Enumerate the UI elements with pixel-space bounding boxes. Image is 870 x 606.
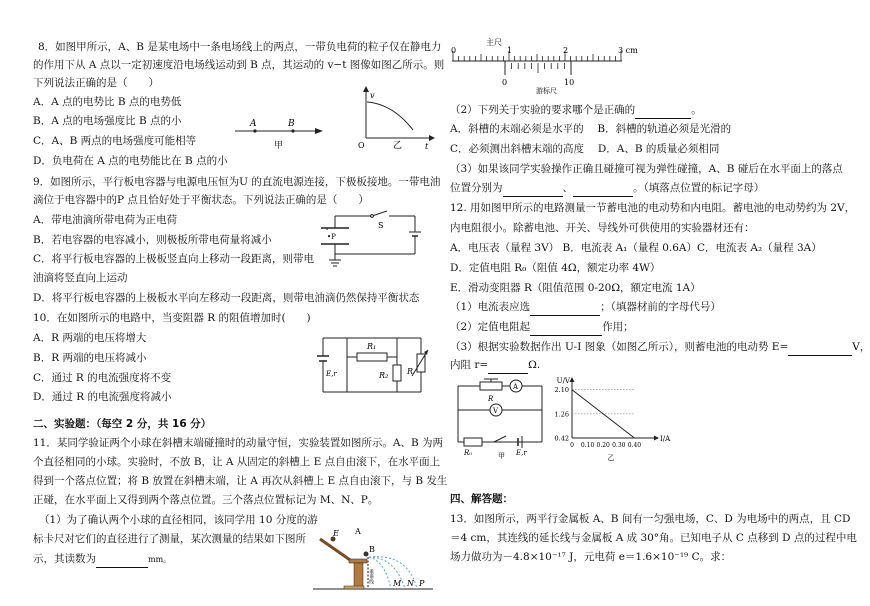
q11-3-line-1: （3）如果该同学实验操作正确且碰撞可视为弹性碰撞，A、B 碰后在水平面上的落点 [450,163,843,175]
q8-line-3: 下列说法正确的是（ ） [33,77,159,89]
q11-3-prefix: 位置分别为 [450,182,503,194]
q11-3-line-2 [450,181,764,197]
q12-sub-2-suffix: 作用； [602,321,634,333]
q11-2-prefix: （2）下列关于实验的要求哪个是正确的 [450,104,636,116]
chart-x-tick-label: 0.10 [580,442,595,449]
q13-line-2: ＝4 cm，其连线的延长线与金属板 A 成 30°角。已知电子从 C 点移到 D 点的过程中电 [450,532,857,544]
q10-r1-label: R₁ [367,342,377,351]
q13-line-3: 场力做功为－4.8×10⁻¹⁷ J，元电荷 e＝1.6×10⁻¹⁹ C。求： [450,551,732,563]
q10-r2-label: R₂ [379,371,389,380]
q11-reading-unit: mm。 [148,555,172,564]
q8-t-label: t [425,142,429,151]
q12-sub-1-blank[interactable] [530,300,600,316]
chart-y-label: U/V [556,377,570,385]
q12-sub-3 [450,340,870,356]
q9-point-p-label: •P [327,233,336,241]
caliper-tick-2: 2 [563,46,569,55]
caliper-vernier-scale [505,63,571,73]
q8-option-b[interactable]: B．A 点的电场强度比 B 点的小 [33,115,182,127]
q8-point-b-label: B [288,119,295,129]
q12-sub-3b [450,358,540,374]
q12-sub-2-prefix: （2）定值电阻起 [450,321,531,333]
q11-fig-b-label: B [369,545,375,554]
q12-option-e: E．滑动变阻器 R（阻值范围 0-20Ω，额定电流 1A） [450,282,701,294]
q12-option-d: D．定值电阻 R₀（阻值 4Ω，额定功率 4W） [450,262,661,274]
q8-v-label: v [370,91,375,100]
q11-apparatus-figure [313,515,435,595]
q11-2-blank[interactable] [635,103,691,119]
q8-point-a-label: A [250,119,257,129]
q12-sub-2-blank[interactable] [530,320,602,336]
q10-option-d[interactable]: D．通过 R 的电流强度将减小 [33,391,172,403]
q11-3-blank-1[interactable] [503,181,563,197]
q12-sub-1-prefix: （1）电流表应选 [450,301,531,313]
chart-y-arrow [570,377,575,382]
caliper-vernier-tick-10: 10 [564,78,575,87]
section-2-heading: 二、实验题：（每空 2 分，共 16 分） [33,418,212,430]
q10-option-c[interactable]: C．通过 R 的电流强度将不变 [33,372,172,384]
q8-figures [233,88,438,150]
q11-2-option-cd[interactable]: C．必须测出斜槽末端的高度 D．A、B 的质量必须相同 [450,143,720,155]
q8-jia-caption: 甲 [274,141,284,151]
q12-fig-r0-label: R₀ [464,449,473,457]
q11-line-5: （1）为了确认两个小球的直径相同，该同学用 10 分度的游 [39,514,318,526]
q8-fig-jia [235,119,323,151]
q10-option-a[interactable]: A．R 两端的电压将增大 [33,332,147,344]
chart-y-tick-label: 1.26 [554,410,569,419]
q11-2-suffix: 。 [691,104,702,116]
q12-option-abc: A．电压表（量程 3V） B．电流表 A₁（量程 0.6A）C．电流表 A₂（量程 3A） [450,242,822,254]
q12-fig-ammeter-label: A [513,383,519,391]
q8-line-1: 8．如图甲所示，A、B 是某电场中一条电场线上的两点，一带负电荷的粒子仅在静电力 [38,41,442,53]
q12-sub-3b-suffix: Ω. [528,359,541,371]
q8-origin-label: O [358,141,365,150]
q10-r-label: R [407,367,414,376]
q12-circuit-figure [454,376,550,458]
q11-fig-m-label: M [393,579,402,588]
q12-fig-r-label: R [488,395,494,403]
caliper-vernier-label: 游标尺 [536,87,557,95]
q11-3-blank-2[interactable] [573,181,633,197]
q12-line-2: 内电阻很小。除蓄电池、开关、导线外可供使用的实验器材还有： [450,222,755,234]
chart-x-label: I/A [660,435,671,443]
caliper-tick-3: 3 cm [618,46,638,55]
q11-line-4: 正碰，在水平面上又得到两个落点位置。三个落点位置标记为 M、N、P。 [33,494,379,506]
q11-fig-e-label: E [333,529,339,538]
q11-2-line [450,103,702,119]
q11-line-1: 11．某同学验证两个小球在斜槽末端碰撞时的动量守恒，实验装置如图所示。A、B 为两 [33,437,443,449]
q11-line-2: 个直径相同的小球。实验时，不放 B，让 A 从固定的斜槽上 E 点自由滚下，在水平面上 [33,456,441,468]
q12-fig-voltmeter-label: V [493,407,499,415]
chart-caption: 乙 [607,454,615,462]
q10-option-b[interactable]: B．R 两端的电压将减小 [33,352,147,364]
q12-emf-blank[interactable] [788,340,852,356]
vernier-caliper-figure [450,35,660,93]
q8-option-a[interactable]: A．A 点的电势比 B 点的电势低 [33,96,182,108]
chart-x-tick-label: 0.20 [596,442,610,449]
q10-source-label: E,r [326,370,337,378]
caliper-main-label: 主尺 [486,38,502,47]
q8-fig-yi [358,86,435,151]
q12-sub-3-prefix: （3）根据实验数据作出 U-I 图象（如图乙所示），则蓄电池的电动势 E= [450,341,789,353]
q12-resistance-blank[interactable] [488,358,528,374]
q11-3-suffix: 。（填落点位置的标记字母） [633,182,765,194]
q9-line-2: 滴位于电容器中的P 点且恰好处于平衡状态。下列说法正确的是（ ） [33,194,369,206]
caliper-main-scale [452,51,622,61]
q8-option-c[interactable]: C．A、B 两点的电场强度可能相等 [33,135,197,147]
q13-line-1: 13．如图所示，两平行金属板 A、B 间有一匀强电场，C、D 为电场中的两点，且 CD [450,513,851,525]
q11-fig-a-label: A [355,527,361,536]
q12-ui-chart [550,376,670,466]
chart-x-tick-label: 0.40 [627,442,642,449]
chart-y-tick-label: 2.10 [554,386,569,395]
q11-line-3: 得到一个落点位置；将 B 放置在斜槽末端，让 A 再次从斜槽上 E 点自由滚下，与 B 发生 [33,475,448,487]
q12-sub-3b-prefix: 内阻 r= [450,359,489,371]
q9-option-c-cont: 油滴将竖直向上运动 [33,272,128,284]
q9-line-1: 9．如图所示，平行板电容器与电源电压恒为U 的直流电源连接，下极板接地。一带电油 [33,176,441,188]
q12-sub-2 [450,320,634,336]
section-4-heading: 四、解答题： [450,493,513,505]
q12-fig-source-label: E,r [516,449,527,457]
chart-x-tick-label: 0.30 [612,442,626,449]
caliper-tick-0: 0 [451,46,457,55]
chart-x-tick-label: 0 [570,442,574,449]
q11-fig-p-label: P [419,579,425,588]
q11-3-separator: 、 [562,182,573,194]
caliper-tick-1: 1 [507,46,513,55]
q12-sub-1-suffix: ；（填器材前的字母代号） [600,301,721,313]
q9-option-c[interactable]: C．将平行板电容器的上极板竖直向上移动一段距离，则带电 [33,253,315,265]
q9-switch-label: S [378,221,384,230]
q11-2-option-ab[interactable]: A．斜槽的末端必须是水平的 B．斜槽的轨道必须是光滑的 [450,123,732,135]
q10-line: 10．在如图所示的电路中，当变阻器 R 的阻值增加时( ) [33,312,311,324]
caliper-vernier-tick-0: 0 [502,78,508,87]
q9-option-d[interactable]: D．将平行板电容器的上极板水平向左移动一段距离，则带电油滴仍然保持平衡状态 [33,292,420,304]
chart-x-arrow [654,436,659,441]
q9-option-a[interactable]: A．带电油滴所带电荷为正电荷 [33,214,178,226]
q8-yi-caption: 乙 [393,141,403,151]
q11-line-6: 标卡尺对它们的直径进行了测量，某次测量的结果如下图所 [33,533,306,545]
q11-fig-n-label: N [407,579,414,588]
q8-option-d[interactable]: D．负电荷在 A 点的电势能比在 B 点的小 [33,155,228,167]
q11-plumb-line-label: 重垂线 [368,569,374,584]
q8-line-2: 的作用下从 A 点以一定初速度沿电场线运动到 B 点，其运动的 v−t 图像如图乙所示。则 [33,59,445,71]
chart-y-tick-label: 0.42 [554,434,569,443]
q12-line-1: 12. 用如图甲所示的电路测量一节蓄电池的电动势和内电阻。蓄电池的电动势约为 2V， [450,202,856,214]
q11-reading-prefix: 示，其读数为 [33,553,96,565]
q12-sub-1 [450,300,721,316]
q11-line-7 [33,552,171,568]
q12-sub-3-suffix: V， [852,341,870,353]
q9-option-b[interactable]: B．若电容器的电容减小，则极板所带电荷量将减小 [33,234,272,246]
q11-reading-blank[interactable] [96,552,148,568]
q10-circuit-figure [317,332,429,396]
q9-circuit-figure [317,208,422,268]
q12-jia-caption: 甲 [498,452,505,460]
